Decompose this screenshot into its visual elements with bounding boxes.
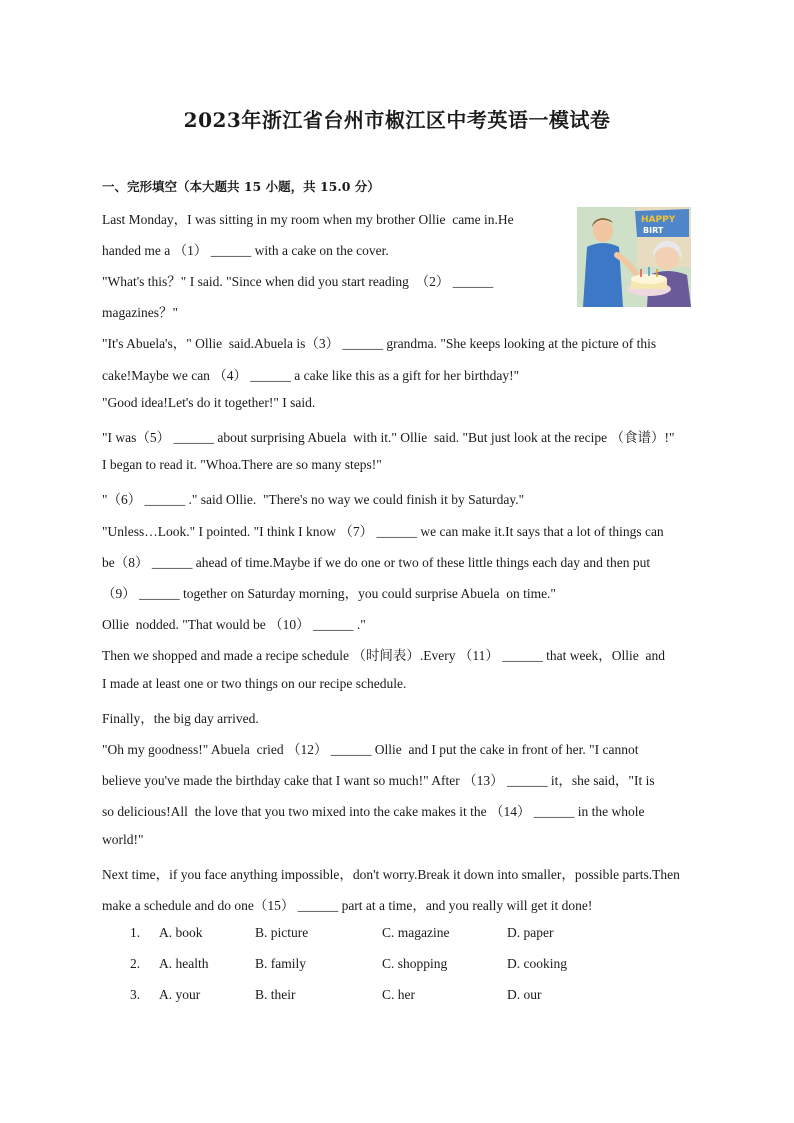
birthday-banner bbox=[635, 209, 689, 237]
passage-line: "I was（5） ______ about surprising Abuela with it." Ollie said. "But just look at the recipe （食谱）!" bbox=[102, 430, 675, 445]
passage-line: （9） ______ together on Saturday morning，you could surprise Abuela on time." bbox=[102, 586, 556, 601]
passage-line: Finally，the big day arrived. bbox=[102, 711, 259, 726]
passage-line: believe you've made the birthday cake that I want so much!" After （13） ______ it，she said，"It is bbox=[102, 773, 655, 788]
option-a[interactable]: A. health bbox=[159, 956, 209, 971]
passage-line: Ollie nodded. "That would be （10） ______ ." bbox=[102, 617, 366, 632]
section-heading: 一、完形填空（本大题共 15 小题，共 15.0 分） bbox=[102, 179, 380, 194]
question-number: 1. bbox=[130, 925, 141, 940]
passage-line: make a schedule and do one（15） ______ part at a time，and you really will get it done! bbox=[102, 898, 593, 913]
passage-line: Then we shopped and made a recipe schedule （时间表）.Every （11） ______ that week，Ollie and bbox=[102, 648, 665, 663]
page-title: 2023年浙江省台州市椒江区中考英语一模试卷 bbox=[183, 108, 611, 132]
passage-line: "Unless…Look." I pointed. "I think I know （7） ______ we can make it.It says that a lot of things can bbox=[102, 524, 664, 539]
question-row bbox=[130, 956, 630, 976]
option-a[interactable]: A. your bbox=[159, 987, 201, 1002]
option-c[interactable]: C. magazine bbox=[382, 925, 450, 940]
option-b[interactable]: B. picture bbox=[255, 925, 309, 940]
passage-line: I made at least one or two things on our recipe schedule. bbox=[102, 676, 407, 691]
svg-text:BIRT: BIRT bbox=[643, 226, 664, 235]
svg-text:HAPPY: HAPPY bbox=[641, 215, 676, 225]
passage-line: "It's Abuela's，" Ollie said.Abuela is（3） ______ grandma. "She keeps looking at the picture of this bbox=[102, 336, 657, 351]
passage-line: world!" bbox=[102, 832, 144, 847]
option-d[interactable]: D. cooking bbox=[507, 956, 567, 971]
passage-line: so delicious!All the love that you two mixed into the cake makes it the （14） ______ in the whole bbox=[102, 804, 645, 819]
passage-line: handed me a （1） ______ with a cake on the cover. bbox=[102, 243, 389, 258]
passage-line: "（6） ______ ." said Ollie. "There's no way we could finish it by Saturday." bbox=[102, 492, 525, 507]
passage-line: "Good idea!Let's do it together!" I said. bbox=[102, 395, 316, 410]
question-number: 2. bbox=[130, 956, 141, 971]
option-d[interactable]: D. paper bbox=[507, 925, 554, 940]
option-c[interactable]: C. shopping bbox=[382, 956, 448, 971]
question-number: 3. bbox=[130, 987, 141, 1002]
birthday-illustration bbox=[577, 207, 691, 307]
option-b[interactable]: B. family bbox=[255, 956, 306, 971]
question-row bbox=[130, 987, 630, 1007]
question-row bbox=[130, 925, 630, 945]
option-b[interactable]: B. their bbox=[255, 987, 296, 1002]
passage-line: "What's this？" I said. "Since when did you start reading （2） ______ bbox=[102, 274, 494, 289]
passage-line: cake!Maybe we can （4） ______ a cake like this as a gift for her birthday!" bbox=[102, 368, 520, 383]
option-d[interactable]: D. our bbox=[507, 987, 542, 1002]
passage-line: be（8） ______ ahead of time.Maybe if we do one or two of these little things each day and then put bbox=[102, 555, 651, 570]
passage-line: "Oh my goodness!" Abuela cried （12） ______ Ollie and I put the cake in front of her. "I cannot bbox=[102, 742, 639, 757]
passage-line: Next time，if you face anything impossible，don't worry.Break it down into smaller，possible parts.Then bbox=[102, 867, 680, 882]
passage-line: I began to read it. "Whoa.There are so many steps!" bbox=[102, 457, 382, 472]
option-c[interactable]: C. her bbox=[382, 987, 415, 1002]
passage-line: Last Monday，I was sitting in my room when my brother Ollie came in.He bbox=[102, 212, 514, 227]
option-a[interactable]: A. book bbox=[159, 925, 203, 940]
passage-line: magazines？" bbox=[102, 305, 178, 320]
